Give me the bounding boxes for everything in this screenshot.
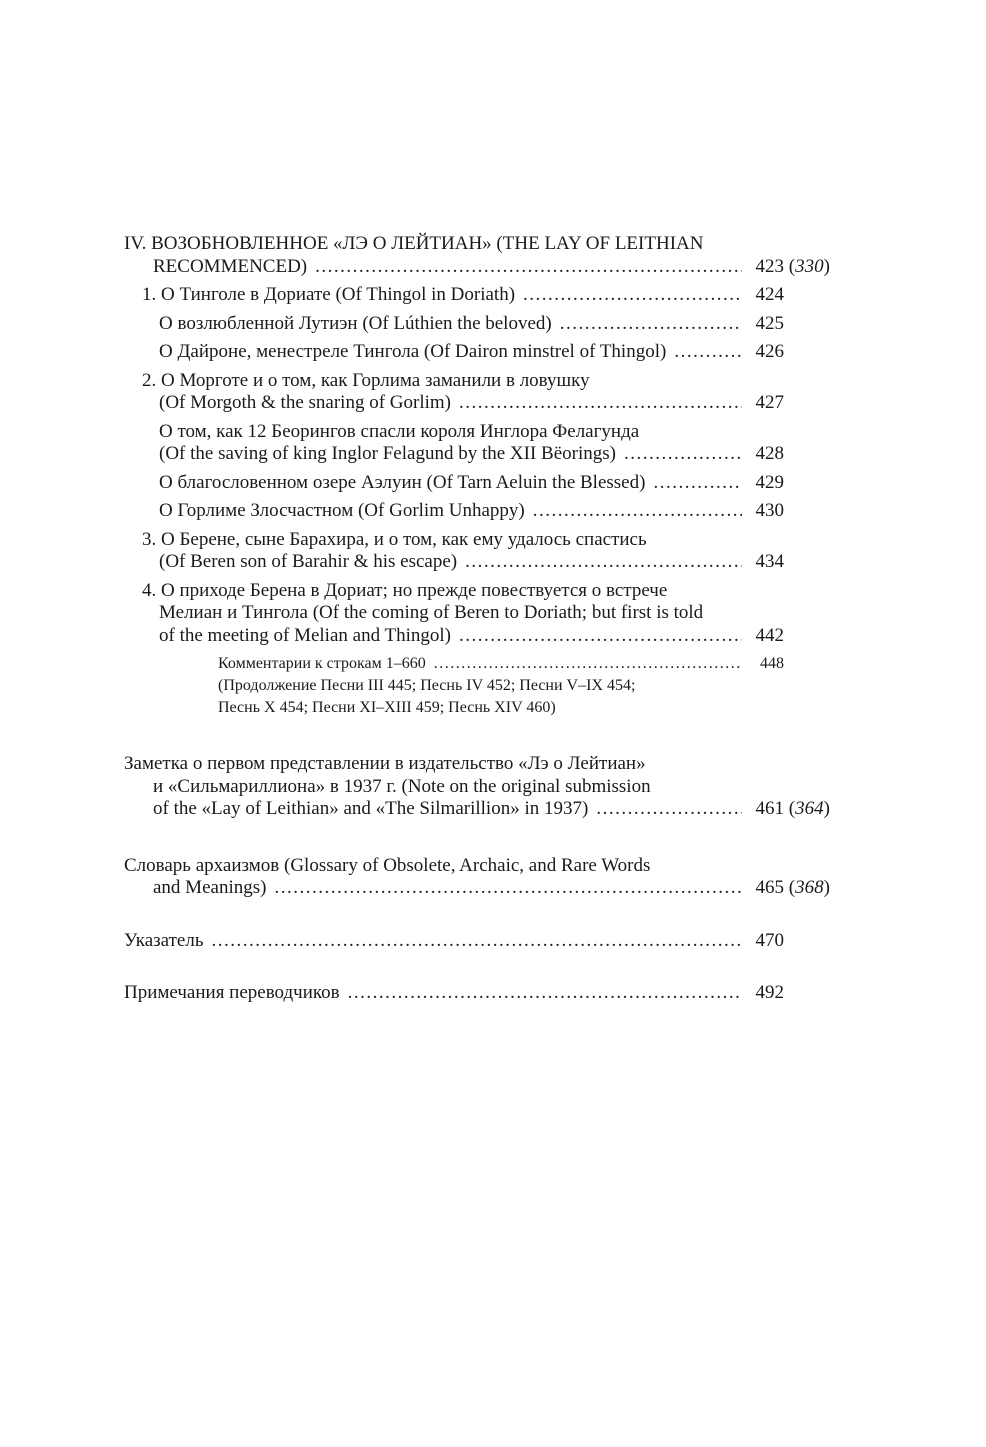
- dot-leader: [624, 443, 742, 466]
- toc-entry-title-line: О Горлиме Злосчастном (Of Gorlim Unhappy): [159, 500, 525, 521]
- table-of-contents: [124, 233, 832, 1005]
- dot-leader: [274, 877, 742, 900]
- page-number: 428: [755, 443, 784, 464]
- toc-entry-subtitle-line: Песнь X 454; Песни XI–XIII 459; Песнь XIV 460): [218, 699, 556, 716]
- dot-leader: [315, 256, 742, 279]
- toc-entry-title-line: и «Сильмариллиона» в 1937 г. (Note on the original submission: [153, 775, 651, 797]
- toc-entry-title-line: 3. О Берене, сыне Барахира, и о том, как ему удалось спастись: [142, 528, 647, 550]
- toc-entry-glossary[interactable]: [124, 855, 832, 900]
- page-number: 423: [755, 255, 784, 277]
- dot-leader: [434, 653, 742, 675]
- page-number: 448: [760, 655, 784, 672]
- dot-leader: [212, 930, 743, 953]
- page-number: 492: [755, 982, 784, 1003]
- toc-entry-gorlim[interactable]: [159, 500, 832, 523]
- toc-entry-title-line: (Of Morgoth & the snaring of Gorlim): [159, 392, 451, 413]
- toc-entry-title-line: (Of Beren son of Barahir & his escape): [159, 551, 458, 572]
- dot-leader: [674, 341, 742, 364]
- toc-entry-title-line: О возлюбленной Лутиэн (Of Lúthien the beloved): [159, 312, 552, 334]
- dot-leader: [653, 472, 742, 495]
- toc-entry-lutien[interactable]: [159, 313, 832, 336]
- toc-entry-title-line: of the meeting of Melian and Thingol): [159, 624, 451, 646]
- toc-entry-section-3[interactable]: [142, 529, 832, 574]
- dot-leader: [459, 625, 742, 648]
- dot-leader: [560, 313, 742, 336]
- toc-entry-section-4[interactable]: [142, 580, 832, 648]
- page-number: 434: [755, 551, 784, 572]
- page-number: 426: [755, 341, 784, 362]
- dot-leader: [596, 798, 742, 821]
- original-page-number: (364): [788, 798, 830, 819]
- page-number: 427: [755, 392, 784, 413]
- toc-entry-title-line: 1. О Тинголе в Дориате (Of Thingol in Doriath): [142, 284, 516, 305]
- original-page-number: (368): [788, 877, 830, 898]
- toc-entry-subtitle-line: (Продолжение Песни III 445; Песнь IV 452; Песни V–IX 454;: [218, 677, 636, 694]
- toc-entry-index[interactable]: [124, 930, 832, 953]
- toc-entry-title-line: Мелиан и Тингола (Of the coming of Beren to Doriath; but first is told: [159, 602, 704, 623]
- toc-entry-title-line: Примечания переводчиков: [124, 982, 340, 1003]
- page-number: 425: [755, 312, 784, 334]
- page-number: 470: [755, 929, 784, 951]
- dot-leader: [459, 392, 742, 415]
- toc-entry-section-2[interactable]: [142, 370, 832, 415]
- toc-entry-translators-notes[interactable]: [124, 982, 832, 1005]
- toc-entry-section-1[interactable]: [142, 284, 832, 307]
- page-number: 465: [755, 877, 784, 898]
- toc-entry-title-line: О Дайроне, менестреле Тингола (Of Dairon minstrel of Thingol): [159, 341, 667, 362]
- toc-entry-title-line: Указатель: [124, 929, 204, 951]
- original-page-number: (330): [788, 255, 830, 277]
- toc-entry-title-line: Словарь архаизмов (Glossary of Obsolete, Archaic, and Rare Words: [124, 854, 651, 876]
- toc-entry-title-line: IV. ВОЗОБНОВЛЕННОЕ «ЛЭ О ЛЕЙТИАН» (THE LAY OF LEITHIAN: [124, 233, 704, 254]
- toc-entry-title-line: Комментарии к строкам 1–660: [218, 655, 426, 672]
- toc-entry-title-line: RECOMMENCED): [153, 255, 308, 277]
- toc-entry-note-submission[interactable]: [124, 753, 832, 821]
- toc-entry-title-line: Заметка о первом представлении в издательство «Лэ о Лейтиан»: [124, 753, 646, 774]
- page-number: 430: [755, 500, 784, 521]
- toc-entry-title-line: of the «Lay of Leithian» and «The Silmarillion» in 1937): [153, 798, 589, 819]
- toc-entry-title-line: 2. О Морготе и о том, как Горлима заманили в ловушку: [142, 369, 590, 391]
- dot-leader: [533, 500, 742, 523]
- toc-entry-tarn-aeluin[interactable]: [159, 472, 832, 495]
- dot-leader: [348, 982, 742, 1005]
- dot-leader: [523, 284, 742, 307]
- toc-entry-commentary[interactable]: [218, 653, 832, 719]
- page-number: 424: [755, 284, 784, 305]
- toc-entry-dairon[interactable]: [159, 341, 832, 364]
- toc-entry-title-line: О том, как 12 Беорингов спасли короля Инглора Фелагунда: [159, 420, 640, 442]
- toc-entry-title-line: 4. О приходе Берена в Дориат; но прежде повествуется о встрече: [142, 579, 668, 601]
- page-number: 429: [755, 471, 784, 493]
- toc-entry-beorings[interactable]: [159, 421, 832, 466]
- dot-leader: [465, 551, 742, 574]
- page-number: 461: [755, 798, 784, 819]
- toc-entry-title-line: О благословенном озере Аэлуин (Of Tarn Aeluin the Blessed): [159, 471, 646, 493]
- page-number: 442: [755, 624, 784, 646]
- toc-entry-part-iv[interactable]: [124, 233, 832, 278]
- toc-entry-title-line: and Meanings): [153, 877, 267, 898]
- toc-entry-title-line: (Of the saving of king Inglor Felagund by the XII Bëorings): [159, 443, 616, 464]
